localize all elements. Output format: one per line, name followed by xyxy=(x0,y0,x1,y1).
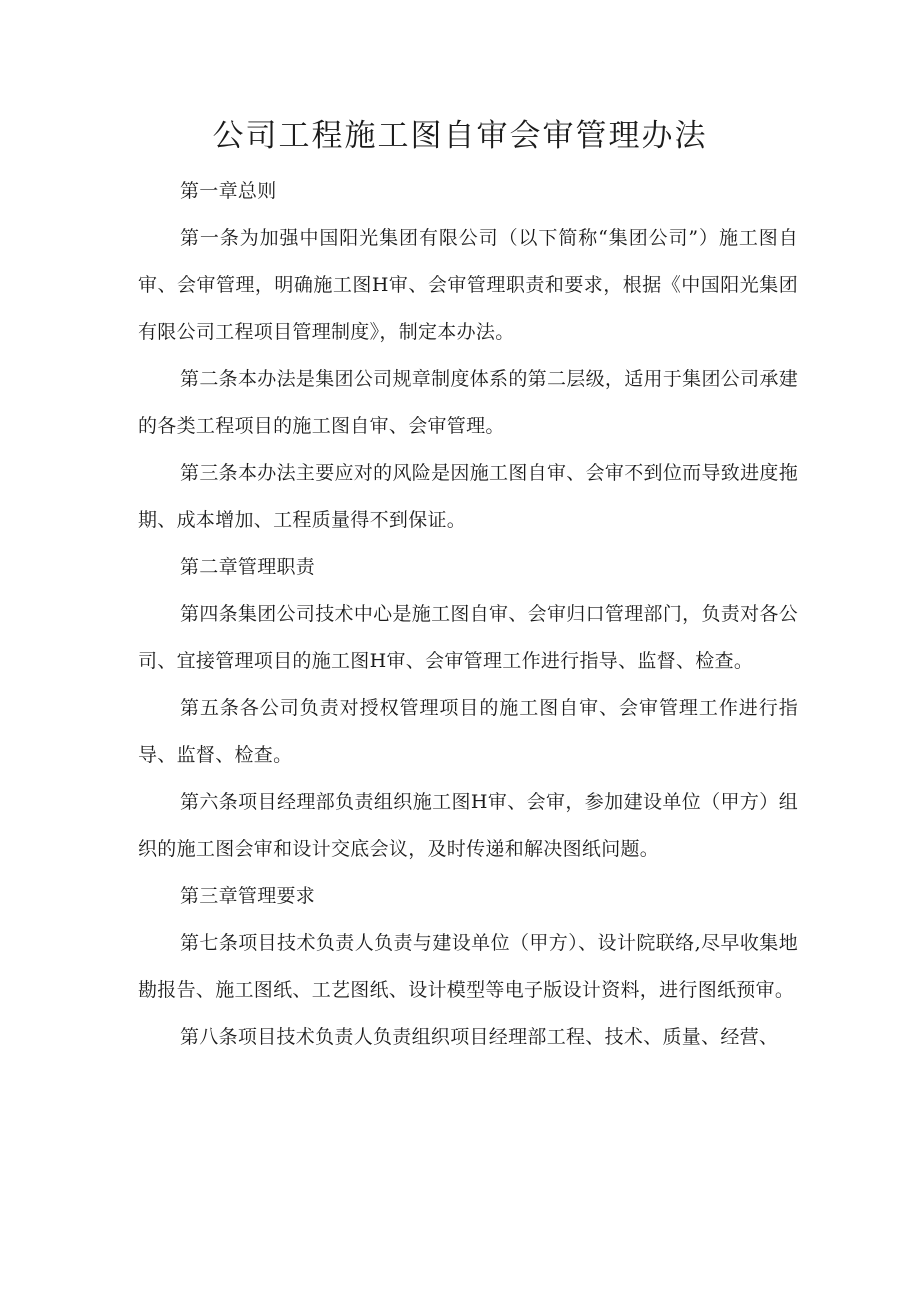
article-paragraph: 第五条各公司负责对授权管理项目的施工图自审、会审管理工作进行指导、监督、检查。 xyxy=(138,697,798,766)
chapter-heading: 第一章总则 xyxy=(180,180,277,202)
chapter-heading: 第三章管理要求 xyxy=(180,885,316,907)
article-paragraph: 第六条项目经理部负责组织施工图H审、会审，参加建设单位（甲方）组织的施工图会审和设计交底会议，及时传递和解决图纸问题。 xyxy=(138,791,798,860)
document-body xyxy=(138,168,798,1061)
article-paragraph: 第四条集团公司技术中心是施工图自审、会审归口管理部门，负责对各公司、宜接管理项目的施工图H审、会审管理工作进行指导、监督、检查。 xyxy=(138,603,798,672)
article-paragraph: 第一条为加强中国阳光集团有限公司（以下简称“集团公司”）施工图自审、会审管理，明确施工图H审、会审管理职责和要求，根据《中国阳光集团有限公司工程项目管理制度》，制定本办法。 xyxy=(138,227,798,343)
article-paragraph: 第七条项目技术负责人负责与建设单位（甲方）、设计院联络,尽早收集地勘报告、施工图纸、工艺图纸、设计模型等电子版设计资料，进行图纸预审。 xyxy=(138,932,798,1001)
article-paragraph: 第三条本办法主要应对的风险是因施工图自审、会审不到位而导致进度拖期、成本增加、工程质量得不到保证。 xyxy=(138,462,798,531)
article-paragraph: 第二条本办法是集团公司规章制度体系的第二层级，适用于集团公司承建的各类工程项目的施工图自审、会审管理。 xyxy=(138,368,798,437)
chapter-heading: 第二章管理职责 xyxy=(180,556,316,578)
article-paragraph: 第八条项目技术负责人负责组织项目经理部工程、技术、质量、经营、 xyxy=(180,1026,779,1048)
document-title: 公司工程施工图自审会审管理办法 xyxy=(212,118,708,154)
